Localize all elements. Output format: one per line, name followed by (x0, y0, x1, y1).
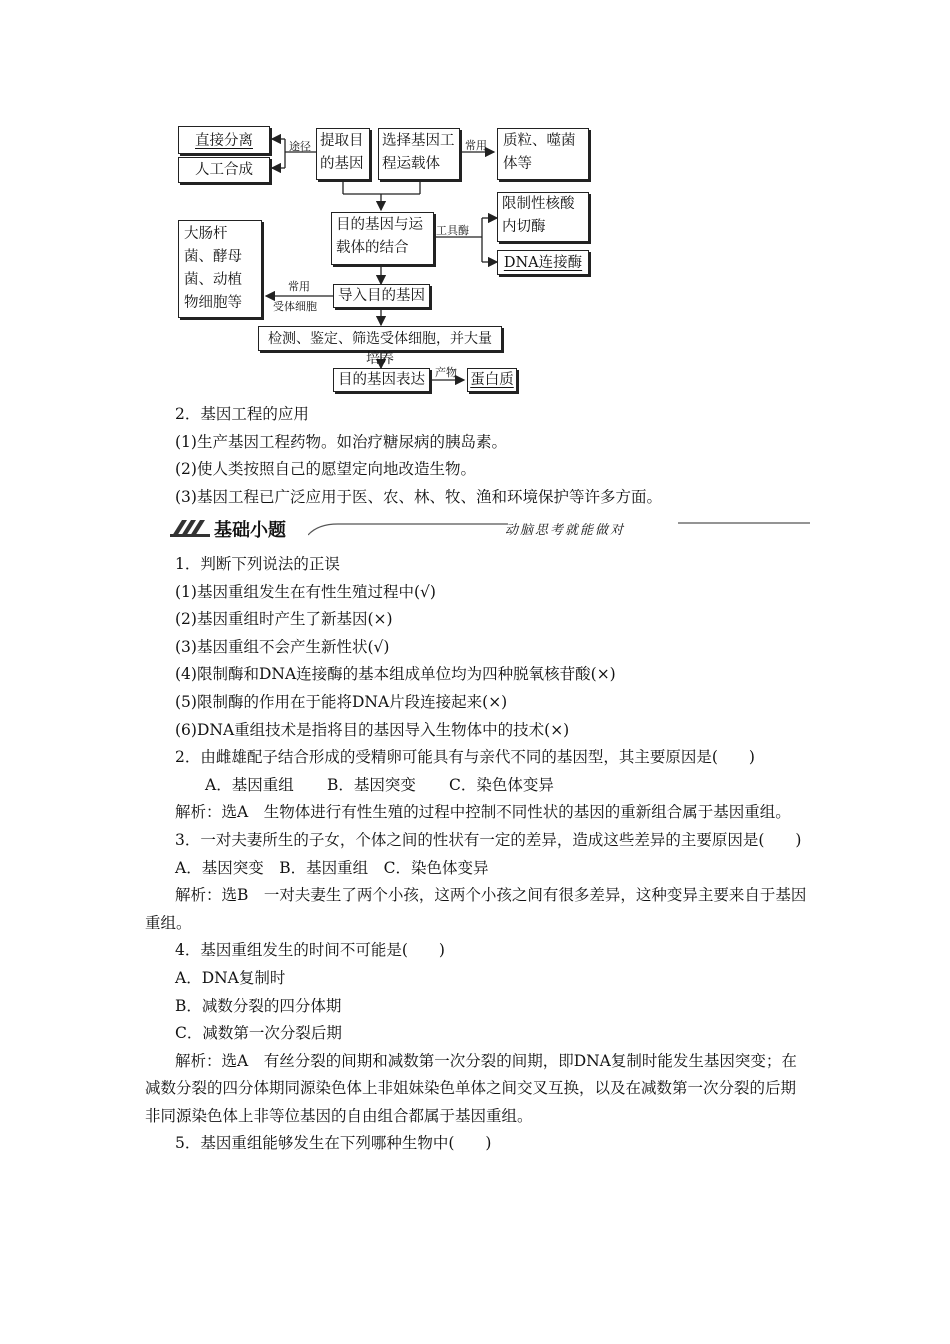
product-label: 产物 (435, 366, 457, 379)
basic-questions-banner (170, 516, 810, 542)
introduce-gene-box: 导入目的基因 (333, 284, 430, 308)
question-4: 4．基因重组发生的时间不可能是( ) (175, 941, 445, 960)
q3-options: A．基因突变 B．基因重组 C．染色体变异 (175, 858, 489, 877)
question-1: 1．判断下列说法的正误 (175, 555, 340, 573)
dna-ligase-box: DNA连接酶 (497, 250, 589, 275)
q2-analysis: 解析：选A 生物体进行有性生殖的过程中控制不同性状的基因的重新组合属于基因重组。 (175, 803, 791, 822)
tool-enzyme-label: 工具酶 (436, 224, 469, 237)
gene-vector-combination-box: 目的基因与运载体的结合 (331, 212, 434, 265)
application-section (145, 401, 810, 511)
host-cells-box: 大肠杆菌、酵母菌、动植物细胞等 (178, 220, 262, 318)
question-2: 2．由雌雄配子结合形成的受精卵可能具有与亲代不同的基因型，其主要原因是( ) (175, 748, 755, 767)
application-item-1: (1)生产基因工程药物。如治疗糖尿病的胰岛素。 (175, 432, 507, 451)
application-item-3: (3)基因工程已广泛应用于医、农、林、牧、渔和环境保护等许多方面。 (175, 487, 662, 506)
artificial-synthesis-box: 人工合成 (178, 157, 270, 183)
common-receptor-label-line2: 受体细胞 (273, 300, 317, 313)
banner-rule (678, 522, 810, 526)
protein-box: 蛋白质 (467, 368, 517, 392)
banner-stripes-icon (170, 518, 210, 538)
q4-analysis: 解析：选A 有丝分裂的间期和减数第一次分裂的间期，即DNA复制时能发生基因突变；在减数分裂的四分体期同源染色体上非姐妹染色单体之间交叉互换，以及在减数第一次分裂的后期非同源染色体上非等位基因的自由组合都属于基因重组。 (145, 1051, 797, 1125)
quiz-section (145, 551, 810, 1158)
q2-option-a: A．基因重组 (205, 775, 294, 794)
q4-option-c: C．减数第一次分裂后期 (175, 1024, 342, 1043)
question-5: 5．基因重组能够发生在下列哪种生物中( ) (175, 1134, 492, 1153)
select-vector-box: 选择基因工程运载体 (378, 128, 460, 180)
application-item-2: (2)使人类按照自己的愿望定向地改造生物。 (175, 460, 476, 479)
q1-item-2: (2)基因重组时产生了新基因(×) (175, 610, 393, 629)
direct-isolation-box: 直接分离 (178, 126, 270, 154)
common-receptor-label-line1: 常用 (288, 280, 310, 293)
banner-subtitle: 动脑思考就能做对 (505, 523, 626, 538)
question-3: 3．一对夫妻所生的子女，个体之间的性状有一定的差异，造成这些差异的主要原因是( ) (175, 830, 802, 849)
q1-item-5: (5)限制酶的作用在于能将DNA片段连接起来(×) (175, 692, 508, 711)
plasmid-phage-box: 质粒、噬菌体等 (497, 128, 589, 180)
common-label: 常用 (465, 139, 487, 152)
q1-item-3: (3)基因重组不会产生新性状(√) (175, 637, 390, 656)
extract-gene-box: 提取目的基因 (316, 128, 370, 180)
banner-swoosh (308, 522, 508, 536)
q4-option-b: B．减数分裂的四分体期 (175, 996, 342, 1015)
banner-title: 基础小题 (214, 520, 286, 541)
q3-analysis: 解析：选B 一对夫妻生了两个小孩，这两个小孩之间有很多差异，这种变异主要来自于基因重组。 (145, 886, 807, 932)
q2-options (145, 772, 810, 800)
q1-item-4: (4)限制酶和DNA连接酶的基本组成单位均为四种脱氧核苷酸(×) (175, 665, 616, 684)
restriction-enzyme-box: 限制性核酸内切酶 (497, 192, 589, 242)
q2-option-c: C．染色体变异 (449, 775, 554, 794)
gene-expression-box: 目的基因表达 (333, 368, 430, 392)
q1-item-6: (6)DNA重组技术是指将目的基因导入生物体中的技术(×) (175, 720, 570, 739)
q4-option-a: A．DNA复制时 (175, 968, 286, 987)
q1-item-1: (1)基因重组发生在有性生殖过程中(√) (175, 582, 436, 601)
application-heading: 2．基因工程的应用 (175, 405, 309, 423)
detect-screen-box: 检测、鉴定、筛选受体细胞，并大量培养 (258, 326, 502, 351)
q2-option-b: B．基因突变 (327, 775, 416, 794)
route-label: 途径 (289, 140, 311, 153)
